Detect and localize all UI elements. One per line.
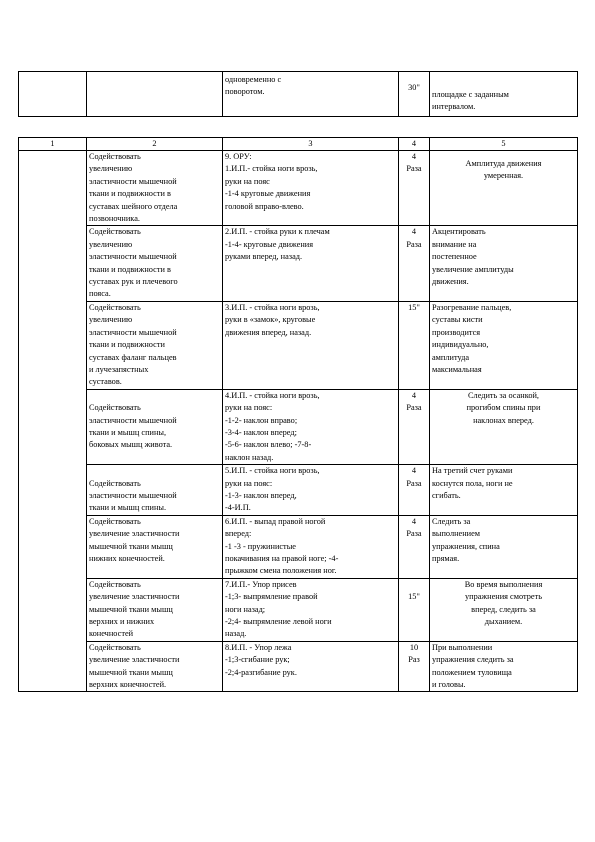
dose-text: 15" <box>408 592 420 602</box>
task-cell <box>87 226 223 301</box>
top-cell-exercise <box>223 72 399 117</box>
table-row <box>19 389 578 464</box>
exercise-text: 7.И.П.- Упор присев -1;3- выпрямление правой ноги назад; -2;4- выпрямление левой ноги назад. <box>225 579 332 639</box>
top-cell-dose <box>399 72 430 117</box>
notes-text: Акцентировать внимание на постепенное увеличение амплитуды движения. <box>432 227 514 287</box>
task-cell <box>87 515 223 578</box>
notes-cell <box>430 151 578 226</box>
task-cell <box>87 389 223 464</box>
exercise-text: 4.И.П. - стойка ноги врозь, руки на пояс: -1-2- наклон вправо; -3-4- наклон вперед; -5-6- наклон влево; -7-8- наклон назад. <box>225 390 320 462</box>
dose-cell <box>399 515 430 578</box>
table-row <box>19 226 578 301</box>
exercise-text: 5.И.П. - стойка ноги врозь, руки на пояс: -1-3- наклон вперед, -4-И.П. <box>225 466 320 513</box>
exercise-text: 3.И.П. - стойка ноги врозь, руки в «замок», круговые движения вперед, назад. <box>225 302 320 337</box>
dose-cell <box>399 578 430 641</box>
table-row <box>19 578 578 641</box>
dose-text: 4 Раза <box>406 227 422 249</box>
dose-text: 4 Раза <box>406 516 422 539</box>
notes-text: Следить за осанкой, прогибом спины при наклонах вперед. <box>466 390 541 425</box>
dose-cell <box>399 389 430 464</box>
header-row <box>19 138 578 151</box>
exercise-cell <box>223 465 399 516</box>
exercise-table <box>18 137 578 692</box>
task-cell <box>87 465 223 516</box>
notes-cell <box>430 578 578 641</box>
task-cell <box>87 578 223 641</box>
task-text: Содействовать увеличение эластичности мышечной ткани мышц нижних конечностей. <box>89 516 180 563</box>
task-cell <box>87 151 223 226</box>
dose-text: 4 Раза <box>406 466 422 488</box>
dose-text: 4 Раза <box>406 390 422 413</box>
task-text: Содействовать эластичности мышечной ткани и мышц спины. <box>89 478 177 513</box>
top-cell-2 <box>87 72 223 117</box>
exercise-cell <box>223 641 399 692</box>
notes-cell <box>430 465 578 516</box>
table-row <box>19 151 578 226</box>
notes-cell <box>430 641 578 692</box>
notes-cell <box>430 301 578 389</box>
exercise-text: 6.И.П. - выпад правой ногой вперед: -1 -3 - пружинистые покачивания на правой ноге; -4- прыжком смена положения ног. <box>225 516 339 576</box>
notes-cell <box>430 226 578 301</box>
table-row <box>19 465 578 516</box>
top-exercise-text: одновременно с поворотом. <box>225 75 282 97</box>
task-text: Содействовать увеличению эластичности мышечной ткани и подвижности в суставах рук и плечевого пояса. <box>89 227 178 299</box>
header-cell-4: 4 <box>399 138 430 151</box>
exercise-cell <box>223 389 399 464</box>
exercise-cell <box>223 515 399 578</box>
header-cell-3: 3 <box>223 138 399 151</box>
header-cell-2: 2 <box>87 138 223 151</box>
notes-text: При выполнении упражнения следить за положением туловища и головы. <box>432 642 514 690</box>
exercise-cell <box>223 578 399 641</box>
exercise-text: 9. ОРУ: 1.И.П.- стойка ноги врозь, руки на пояс -1-4 круговые движения головой вправо-влево. <box>225 152 318 211</box>
notes-text: Во время выполнения упражнения смотреть вперед, следить за дыханием. <box>464 579 543 627</box>
top-dose-text: 30" <box>408 83 420 92</box>
task-cell <box>87 641 223 692</box>
notes-text: Следить за выполнением упражнения, спина прямая. <box>432 516 500 563</box>
exercise-cell <box>223 301 399 389</box>
exercise-cell <box>223 226 399 301</box>
task-cell <box>87 301 223 389</box>
task-text: Содействовать эластичности мышечной ткани и мышц спины, боковых мышц живота. <box>89 403 177 450</box>
dose-text: 4 Раза <box>406 152 422 174</box>
dose-cell <box>399 641 430 692</box>
header-cell-1: 1 <box>19 138 87 151</box>
dose-cell <box>399 226 430 301</box>
table-row <box>19 515 578 578</box>
exercise-cell <box>223 151 399 226</box>
top-table-fragment <box>18 71 578 117</box>
header-cell-5: 5 <box>430 138 578 151</box>
top-notes-text: площадке с заданным интервалом. <box>432 90 509 112</box>
notes-text: Амплитуда движения умеренная. <box>465 159 542 181</box>
notes-cell <box>430 515 578 578</box>
table-row <box>19 641 578 692</box>
exercise-text: 8.И.П. - Упор лежа -1;3-сгибание рук; -2;4-разгибание рук. <box>225 642 297 677</box>
dose-cell <box>399 465 430 516</box>
top-cell-notes <box>430 72 578 117</box>
task-text: Содействовать увеличение эластичности мышечной ткани мышц верхних и нижних конечностей <box>89 579 180 639</box>
exercise-text: 2.И.П. - стойка руки к плечам -1-4- круговые движения руками вперед, назад. <box>225 227 330 262</box>
task-text: Содействовать увеличению эластичности мышечной ткани и подвижности суставах фаланг пальцев и лучезапястных суставов. <box>89 302 177 387</box>
table-row <box>19 301 578 389</box>
task-text: Содействовать увеличению эластичности мышечной ткани и подвижности в суставах шейного отдела позвоночника. <box>89 152 178 224</box>
dose-cell <box>399 301 430 389</box>
notes-text: На третий счет руками коснутся пола, ноги не сгибать. <box>432 466 513 500</box>
dose-cell <box>399 151 430 226</box>
notes-text: Разогревание пальцев, суставы кисти производится индивидуально, амплитуда максимальная <box>432 302 512 374</box>
notes-cell <box>430 389 578 464</box>
dose-text: 15" <box>408 302 420 312</box>
task-text: Содействовать увеличение эластичности мышечной ткани мышц верхних конечностей. <box>89 642 180 690</box>
top-cell-1 <box>19 72 87 117</box>
dose-text: 10 Раз <box>408 642 420 665</box>
column-1-cell <box>19 151 87 692</box>
